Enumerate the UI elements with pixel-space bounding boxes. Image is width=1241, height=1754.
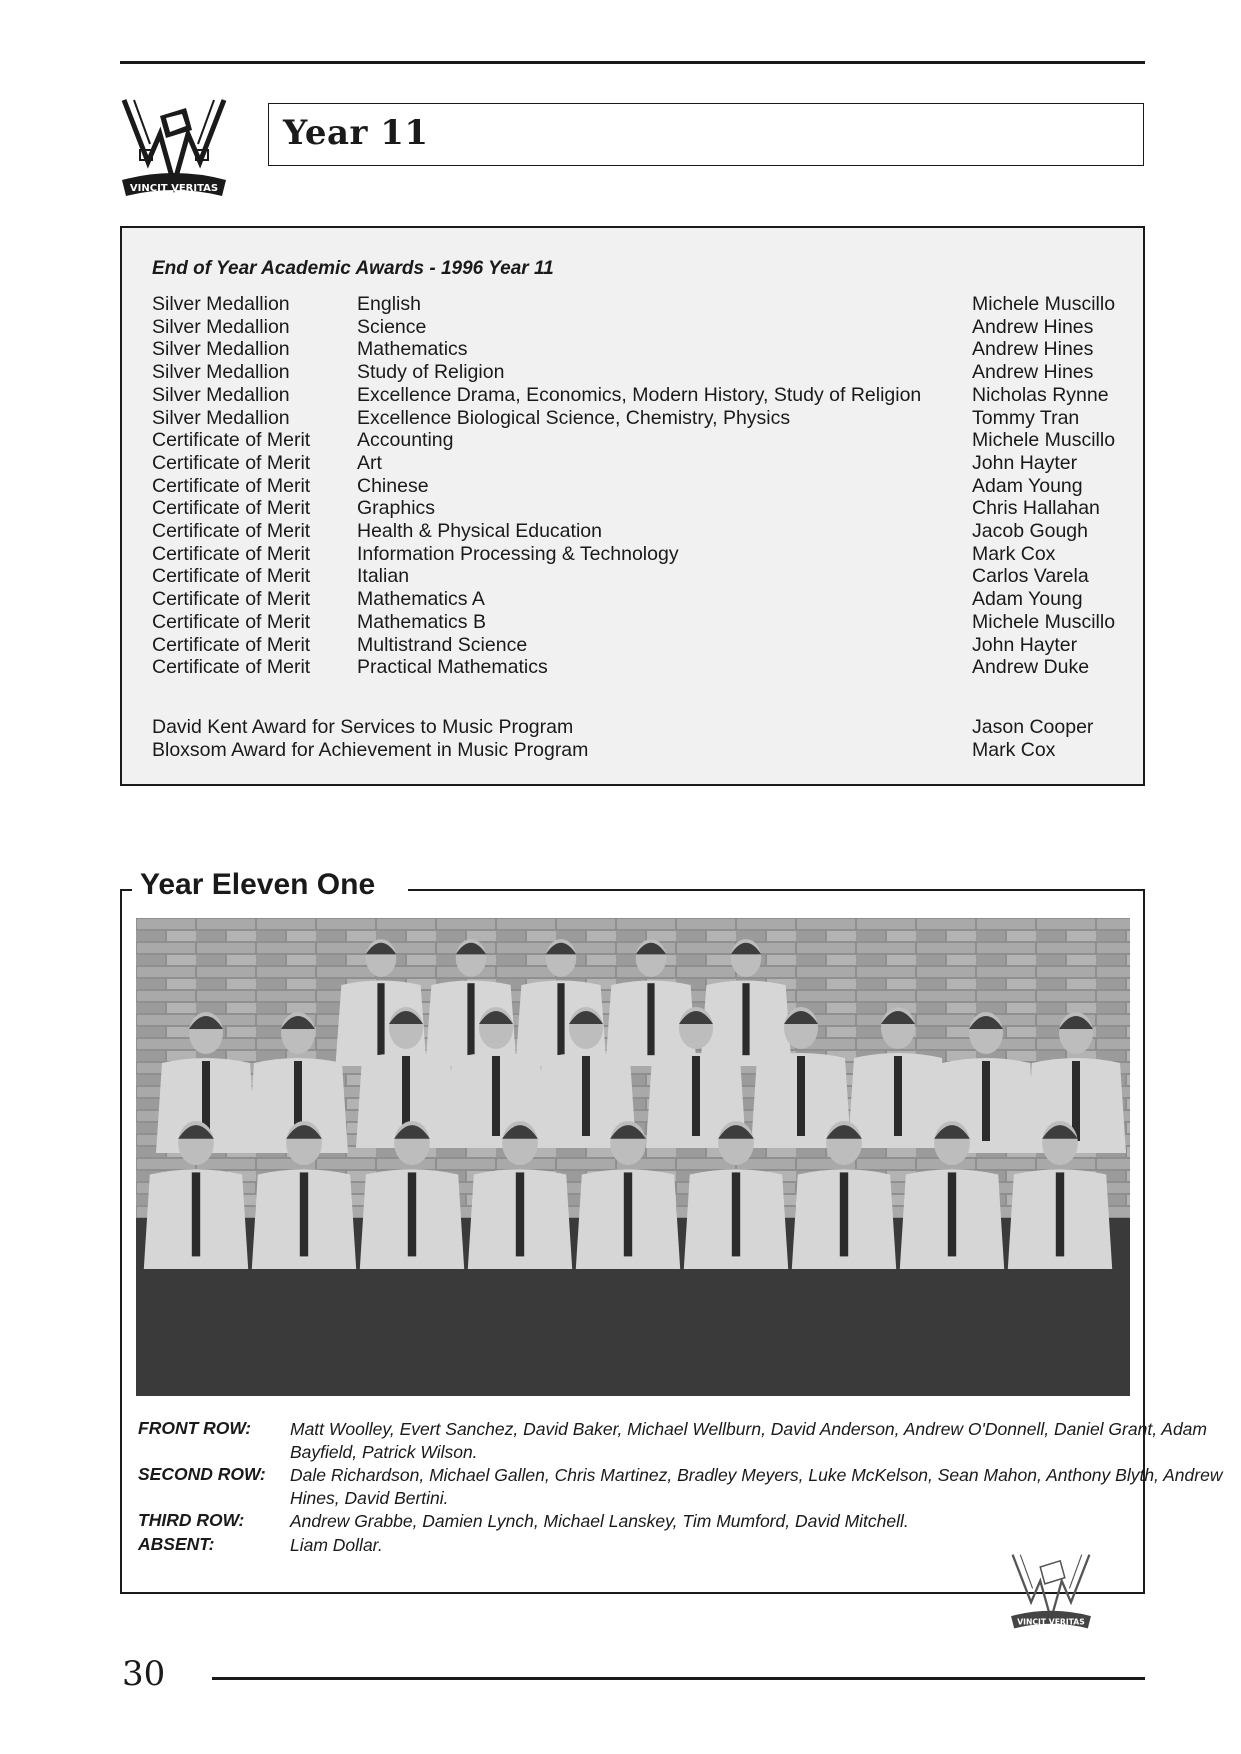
- award-row: [122, 656, 1143, 679]
- award-recipient: Michele Muscillo: [972, 293, 1116, 315]
- special-award-recipient: Jason Cooper: [972, 716, 1094, 738]
- award-subject: Study of Religion: [357, 361, 505, 384]
- page-title: Year 11: [283, 113, 429, 153]
- award-type: Silver Medallion: [152, 293, 290, 315]
- award-type: Certificate of Merit: [152, 451, 311, 474]
- award-subject: Health & Physical Education: [357, 520, 602, 542]
- award-row: [122, 293, 1143, 316]
- award-row: [122, 407, 1143, 430]
- award-type: Certificate of Merit: [152, 588, 311, 611]
- award-subject: Science: [357, 315, 427, 338]
- caption-names: Andrew Grabbe, Damien Lynch, Michael Lanskey, Tim Mumford, David Mitchell.: [290, 1511, 909, 1531]
- footer-logo-rule: [1094, 1592, 1145, 1594]
- award-type: Certificate of Merit: [152, 520, 311, 542]
- award-subject: Information Processing & Technology: [357, 542, 679, 565]
- award-row: [122, 429, 1143, 452]
- svg-text:VINCIT VERITAS: VINCIT VERITAS: [1017, 1617, 1085, 1627]
- award-type: Certificate of Merit: [152, 542, 311, 565]
- award-row: [122, 588, 1143, 611]
- class-photo-illustration: [136, 918, 1130, 1396]
- award-row: [122, 361, 1143, 384]
- award-type: Silver Medallion: [152, 383, 290, 406]
- caption-label: FRONT ROW:: [138, 1418, 252, 1438]
- award-subject: Practical Mathematics: [357, 656, 548, 679]
- award-recipient: Mark Cox: [972, 542, 1056, 565]
- page-number: 30: [122, 1654, 166, 1694]
- award-type: Certificate of Merit: [152, 656, 311, 679]
- award-recipient: Adam Young: [972, 474, 1083, 497]
- award-row: [122, 634, 1143, 657]
- caption-label: ABSENT:: [138, 1534, 215, 1554]
- award-recipient: Carlos Varela: [972, 565, 1089, 588]
- award-recipient: John Hayter: [972, 633, 1078, 656]
- award-subject: Mathematics B: [357, 610, 486, 633]
- award-subject: Chinese: [357, 474, 429, 497]
- frame-top-left-rule: [120, 889, 132, 891]
- class-group-photo: [136, 918, 1130, 1396]
- class-section-title: Year Eleven One: [136, 868, 379, 902]
- caption-names: Liam Dollar.: [290, 1535, 383, 1555]
- page-title-box: [268, 103, 1144, 166]
- award-recipient: Andrew Hines: [972, 315, 1094, 338]
- award-type: Certificate of Merit: [152, 565, 311, 588]
- award-subject: Italian: [357, 565, 410, 588]
- awards-panel: [120, 226, 1145, 786]
- caption-names: Dale Richardson, Michael Gallen, Chris Martinez, Bradley Meyers, Luke McKelson, Sean Mahon, Anthony Blyth, Andrew Hines, David Bertini.: [290, 1465, 1223, 1508]
- award-row: [122, 565, 1143, 588]
- special-award-name: Bloxsom Award for Achievement in Music Program: [152, 739, 589, 761]
- award-subject: Graphics: [357, 497, 436, 520]
- award-row: [122, 497, 1143, 520]
- school-crest-icon: [118, 92, 230, 200]
- award-row: [122, 520, 1143, 543]
- top-rule: [120, 61, 1145, 64]
- award-recipient: Michele Muscillo: [972, 429, 1116, 452]
- award-subject: Excellence Biological Science, Chemistry, Physics: [357, 406, 791, 429]
- award-recipient: John Hayter: [972, 451, 1078, 474]
- award-row: [122, 611, 1143, 634]
- award-recipient: Andrew Hines: [972, 338, 1094, 361]
- award-row: [122, 384, 1143, 407]
- award-row: [122, 316, 1143, 339]
- award-recipient: Chris Hallahan: [972, 497, 1100, 520]
- bottom-rule: [212, 1677, 1145, 1680]
- award-subject: English: [357, 293, 421, 315]
- award-type: Silver Medallion: [152, 361, 290, 384]
- award-recipient: Andrew Hines: [972, 361, 1094, 384]
- award-subject: Mathematics A: [357, 588, 485, 611]
- award-row: [122, 543, 1143, 566]
- svg-text:VINCIT VERITAS: VINCIT VERITAS: [129, 183, 219, 194]
- award-type: Certificate of Merit: [152, 633, 311, 656]
- award-subject: Mathematics: [357, 338, 468, 361]
- award-type: Silver Medallion: [152, 315, 290, 338]
- award-type: Certificate of Merit: [152, 429, 311, 452]
- award-recipient: Tommy Tran: [972, 406, 1080, 429]
- award-subject: Accounting: [357, 429, 454, 452]
- award-recipient: Adam Young: [972, 588, 1083, 611]
- award-type: Silver Medallion: [152, 406, 290, 429]
- award-type: Certificate of Merit: [152, 497, 311, 520]
- award-recipient: Andrew Duke: [972, 656, 1090, 679]
- special-award-name: David Kent Award for Services to Music Program: [152, 716, 574, 738]
- award-recipient: Jacob Gough: [972, 520, 1089, 542]
- caption-names: Matt Woolley, Evert Sanchez, David Baker, Michael Wellburn, David Anderson, Andrew O'Donnell, Daniel Grant, Adam Bayfield, Patrick Wilson.: [290, 1419, 1207, 1462]
- caption-label: THIRD ROW:: [138, 1510, 245, 1530]
- award-subject: Excellence Drama, Economics, Modern History, Study of Religion: [357, 383, 922, 406]
- award-type: Certificate of Merit: [152, 474, 311, 497]
- award-type: Silver Medallion: [152, 338, 290, 361]
- caption-label: SECOND ROW:: [138, 1464, 266, 1484]
- award-recipient: Michele Muscillo: [972, 610, 1116, 633]
- school-crest-footer-icon: [1008, 1548, 1094, 1632]
- awards-heading: End of Year Academic Awards - 1996 Year 11: [152, 258, 554, 279]
- special-award-recipient: Mark Cox: [972, 739, 1056, 761]
- frame-top-right-rule: [408, 889, 1145, 891]
- award-subject: Multistrand Science: [357, 633, 528, 656]
- award-recipient: Nicholas Rynne: [972, 383, 1109, 406]
- award-subject: Art: [357, 451, 382, 474]
- award-row: [122, 475, 1143, 498]
- award-row: [122, 452, 1143, 475]
- award-row: [122, 338, 1143, 361]
- award-type: Certificate of Merit: [152, 610, 311, 633]
